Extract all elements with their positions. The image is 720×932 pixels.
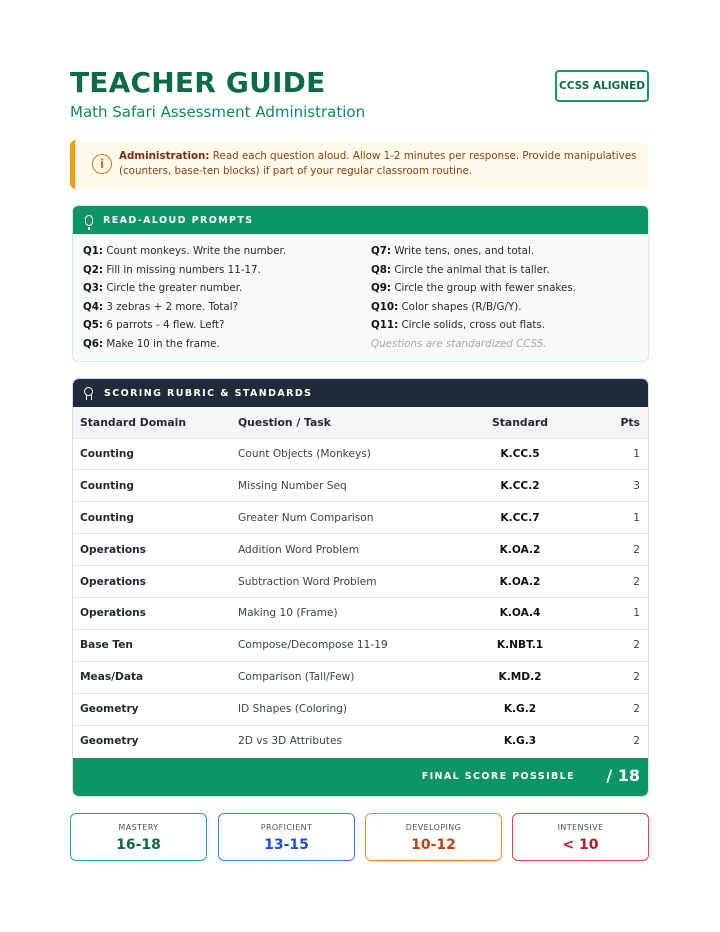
task-cell: Compose/Decompose 11-19	[238, 639, 388, 652]
prompt-number: Q3:	[83, 282, 104, 295]
prompt-text: Circle solids, cross out flats.	[398, 319, 546, 332]
prompt-item	[83, 337, 363, 356]
prompt-number: Q8:	[371, 263, 392, 276]
column-header-task: Question / Task	[238, 415, 331, 429]
table-header-row	[73, 407, 648, 438]
prompt-text: Circle the group with fewer snakes.	[391, 282, 576, 295]
prompts-heading: READ-ALOUD PROMPTS	[103, 214, 254, 226]
final-score-value: / 18	[606, 766, 640, 785]
pts-cell: 2	[633, 735, 640, 748]
prompt-number: Q11:	[371, 319, 399, 332]
task-cell: ID Shapes (Coloring)	[238, 703, 348, 716]
domain-cell: Geometry	[80, 703, 139, 716]
domain-cell: Operations	[80, 607, 146, 620]
standard-cell: K.OA.2	[499, 543, 541, 556]
prompt-item	[371, 281, 649, 300]
band-range: 16-18	[116, 837, 161, 853]
prompt-text: Circle the greater number.	[103, 282, 243, 295]
band-range: 13-15	[264, 837, 309, 853]
prompt-item	[371, 244, 649, 263]
prompt-number: Q9:	[371, 282, 392, 295]
prompt-number: Q6:	[83, 337, 104, 350]
notice-text	[119, 149, 639, 179]
standard-cell: K.NBT.1	[496, 639, 544, 652]
ccss-aligned-badge: CCSS ALIGNED	[555, 70, 649, 102]
prompt-text: Circle the animal that is taller.	[391, 263, 550, 276]
domain-cell: Counting	[80, 447, 134, 460]
standard-cell: K.OA.2	[499, 575, 541, 588]
pts-cell: 3	[633, 479, 640, 492]
pts-cell: 2	[633, 575, 640, 588]
award-icon	[84, 387, 93, 396]
band-label: DEVELOPING	[405, 823, 462, 832]
band-label: PROFICIENT	[260, 823, 313, 832]
final-score-label: FINAL SCORE POSSIBLE	[421, 771, 575, 782]
pts-cell: 2	[633, 543, 640, 556]
notice-body: Read each question aloud. Allow 1-2 minutes per response. Provide manipulatives (counters, base-ten blocks) if part of your regular classroom routine.	[119, 150, 637, 177]
page-subtitle: Math Safari Assessment Administration	[70, 103, 366, 121]
domain-cell: Operations	[80, 543, 146, 556]
table-row	[73, 534, 648, 566]
prompt-item	[83, 281, 363, 300]
standard-cell: K.G.3	[503, 735, 537, 748]
prompt-text: 3 zebras + 2 more. Total?	[103, 300, 239, 313]
prompts-header	[73, 206, 648, 234]
prompt-number: Q4:	[83, 300, 104, 313]
task-cell: Subtraction Word Problem	[238, 575, 377, 588]
domain-cell: Meas/Data	[80, 671, 144, 684]
task-cell: Addition Word Problem	[238, 543, 360, 556]
prompt-number: Q2:	[83, 263, 104, 276]
table-row	[73, 661, 648, 693]
standard-cell: K.CC.2	[500, 479, 540, 492]
prompt-text: Fill in missing numbers 11-17.	[103, 263, 261, 276]
task-cell: Comparison (Tall/Few)	[238, 671, 355, 684]
band-label: MASTERY	[118, 823, 159, 832]
prompts-left-column	[83, 244, 363, 356]
task-cell: 2D vs 3D Attributes	[238, 735, 342, 748]
prompts-footnote: Questions are standardized CCSS.	[371, 337, 547, 350]
domain-cell: Counting	[80, 511, 134, 524]
table-row	[73, 629, 648, 661]
pts-cell: 2	[633, 639, 640, 652]
domain-cell: Geometry	[80, 735, 139, 748]
read-aloud-prompts-panel	[72, 205, 649, 362]
prompt-number: Q10:	[371, 300, 399, 313]
pts-cell: 2	[633, 703, 640, 716]
table-row	[73, 725, 648, 757]
prompt-text: Write tens, ones, and total.	[391, 245, 535, 257]
band-intensive	[512, 813, 649, 861]
page-title: TEACHER GUIDE	[70, 66, 326, 99]
prompt-text: Make 10 in the frame.	[103, 337, 220, 350]
standard-cell: K.CC.7	[500, 511, 540, 524]
domain-cell: Base Ten	[80, 639, 133, 652]
prompt-item	[371, 263, 649, 282]
band-proficient	[218, 813, 355, 861]
info-icon: i	[92, 154, 112, 174]
standard-cell: K.CC.5	[500, 447, 540, 460]
prompt-number: Q7:	[371, 245, 392, 257]
rubric-heading: SCORING RUBRIC & STANDARDS	[104, 387, 313, 399]
table-row	[73, 502, 648, 534]
prompt-text: Color shapes (R/B/G/Y).	[398, 300, 522, 313]
prompt-item	[83, 244, 363, 263]
final-score-bar	[73, 758, 648, 796]
administration-notice	[70, 140, 649, 189]
pts-cell: 2	[633, 671, 640, 684]
pts-cell: 1	[633, 447, 640, 460]
standard-cell: K.MD.2	[498, 671, 542, 684]
prompt-item	[371, 300, 649, 319]
pts-cell: 1	[633, 607, 640, 620]
band-mastery	[70, 813, 207, 861]
band-range: < 10	[562, 837, 599, 853]
column-header-domain: Standard Domain	[80, 415, 187, 429]
standard-cell: K.G.2	[503, 703, 537, 716]
rubric-header	[73, 379, 648, 407]
table-row	[73, 438, 648, 470]
prompt-text: 6 parrots - 4 flew. Left?	[103, 319, 225, 332]
band-range: 10-12	[411, 837, 456, 853]
column-header-standard: Standard	[492, 415, 548, 429]
table-row	[73, 566, 648, 598]
rubric-table	[73, 407, 648, 757]
prompt-number: Q5:	[83, 319, 104, 332]
task-cell: Greater Num Comparison	[238, 511, 374, 524]
domain-cell: Counting	[80, 479, 134, 492]
prompt-item	[83, 318, 363, 337]
prompt-number: Q1:	[83, 245, 104, 257]
prompt-text: Count monkeys. Write the number.	[103, 245, 287, 257]
column-header-pts: Pts	[620, 415, 640, 429]
pts-cell: 1	[633, 511, 640, 524]
task-cell: Count Objects (Monkeys)	[238, 447, 371, 460]
scoring-rubric-panel	[72, 378, 649, 797]
prompts-right-column	[371, 244, 649, 356]
task-cell: Making 10 (Frame)	[238, 607, 338, 620]
notice-label: Administration:	[119, 150, 210, 162]
standard-cell: K.OA.4	[499, 607, 541, 620]
band-developing	[365, 813, 502, 861]
domain-cell: Operations	[80, 575, 146, 588]
prompt-item	[83, 263, 363, 282]
table-row	[73, 693, 648, 725]
microphone-icon	[85, 215, 93, 226]
prompt-item	[83, 300, 363, 319]
task-cell: Missing Number Seq	[238, 479, 347, 492]
table-row	[73, 470, 648, 502]
prompt-item	[371, 318, 649, 337]
band-label: INTENSIVE	[557, 823, 604, 832]
table-row	[73, 597, 648, 629]
